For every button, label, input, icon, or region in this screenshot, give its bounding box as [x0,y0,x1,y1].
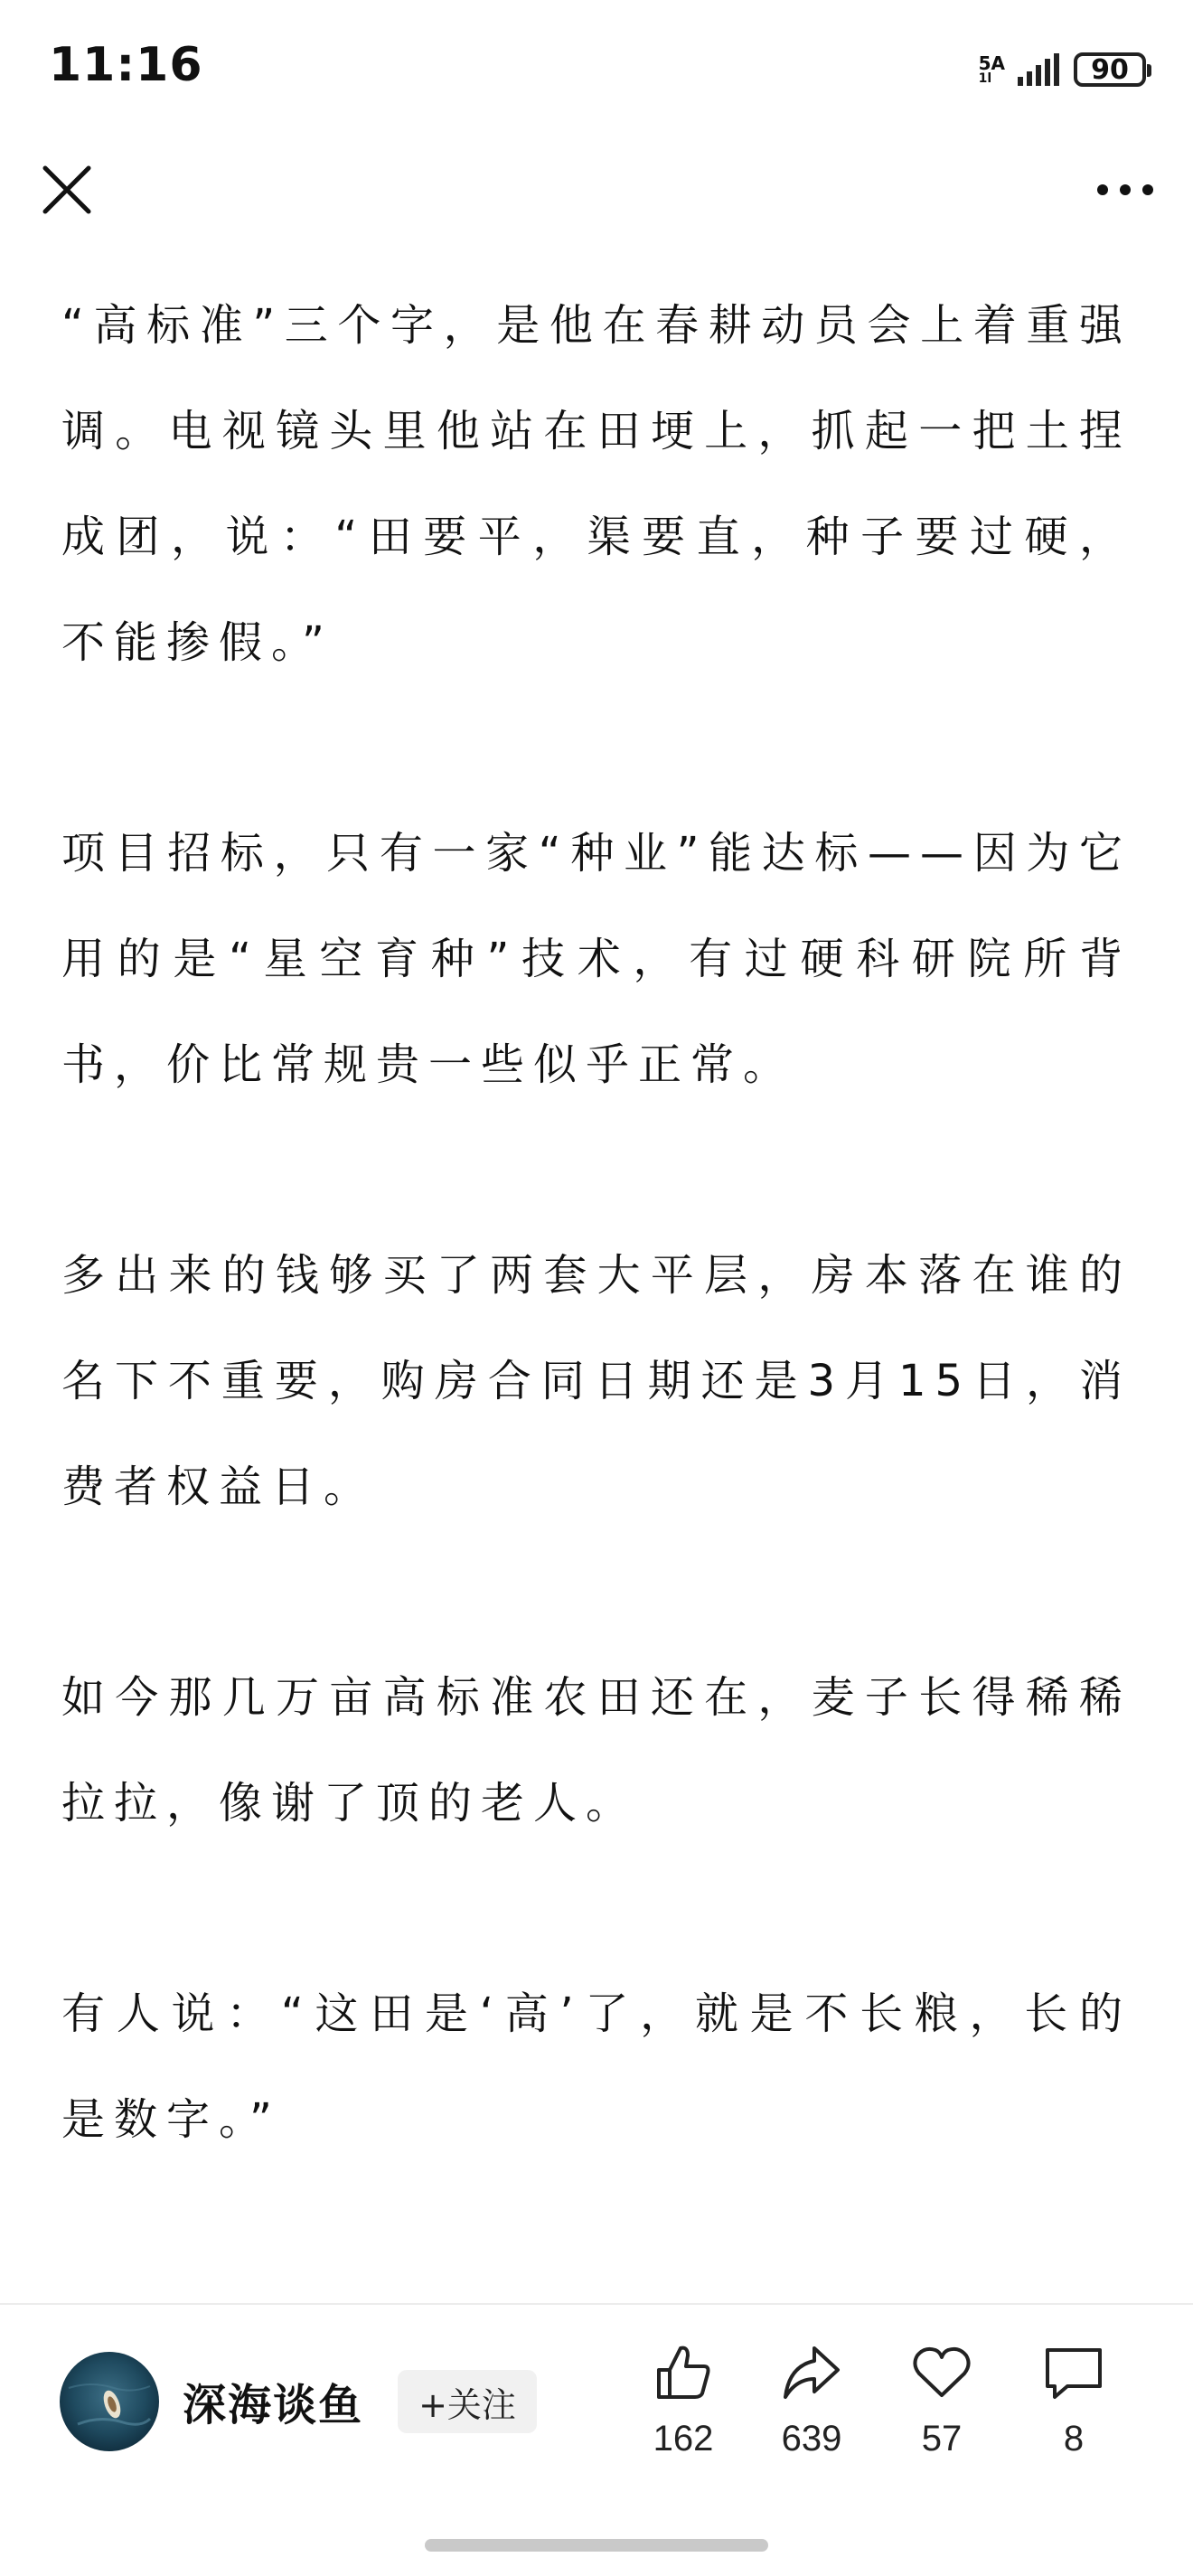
comment-count: 8 [1063,2419,1085,2458]
network-type-bottom: 1l [978,71,992,86]
status-indicators [979,47,1146,92]
comment-button[interactable] [1019,2341,1128,2486]
article-paragraph: 多出来的钱够买了两套大平层，房本落在谁的名下不重要，购房合同日期还是3月15日，消费者权益日。 [61,1250,1132,1512]
author-name[interactable]: 深海谈鱼 [183,2380,364,2430]
home-indicator[interactable] [425,2539,768,2552]
close-button[interactable] [38,161,96,219]
like-button[interactable] [629,2341,737,2486]
battery-icon [1074,52,1146,87]
share-button[interactable] [757,2341,866,2486]
follow-button[interactable]: +关注 [398,2370,537,2433]
signal-icon [1018,53,1061,86]
article-body [61,273,1132,2278]
bottom-action-bar [0,2303,1193,2576]
article-paragraph: 项目招标，只有一家“种业”能达标——因为它用的是“星空育种”技术，有过硬科研院所背书，价比常规贵一些似乎正常。 [61,828,1132,1090]
like-count: 162 [653,2419,714,2458]
avatar-image [60,2352,159,2451]
close-icon [38,161,96,219]
battery-level: 90 [1091,53,1129,86]
article-paragraph: “高标准”三个字，是他在春耕动员会上着重强调。电视镜头里他站在田埂上，抓起一把土捏成团，说：“田要平，渠要直，种子要过硬，不能掺假。” [61,300,1132,668]
article-paragraph: 如今那几万亩高标准农田还在，麦子长得稀稀拉拉，像谢了顶的老人。 [61,1672,1132,1829]
nav-bar [0,145,1193,235]
status-bar [0,0,1193,136]
favorite-button[interactable] [888,2341,996,2486]
article-paragraph: 有人说：“这田是‘高’了，就是不长粮，长的是数字。” [61,1988,1132,2145]
share-count: 639 [781,2419,842,2458]
network-type-top: 5A [978,52,1005,74]
network-type-label [979,54,1005,85]
heart-icon [910,2341,973,2404]
thumbs-up-icon [652,2341,715,2404]
status-time: 11:16 [49,38,203,92]
more-button[interactable] [1094,172,1157,208]
favorite-count: 57 [921,2419,963,2458]
more-icon [1094,172,1157,208]
comment-icon [1042,2341,1105,2404]
share-icon [780,2341,843,2404]
author-avatar[interactable] [60,2352,159,2451]
